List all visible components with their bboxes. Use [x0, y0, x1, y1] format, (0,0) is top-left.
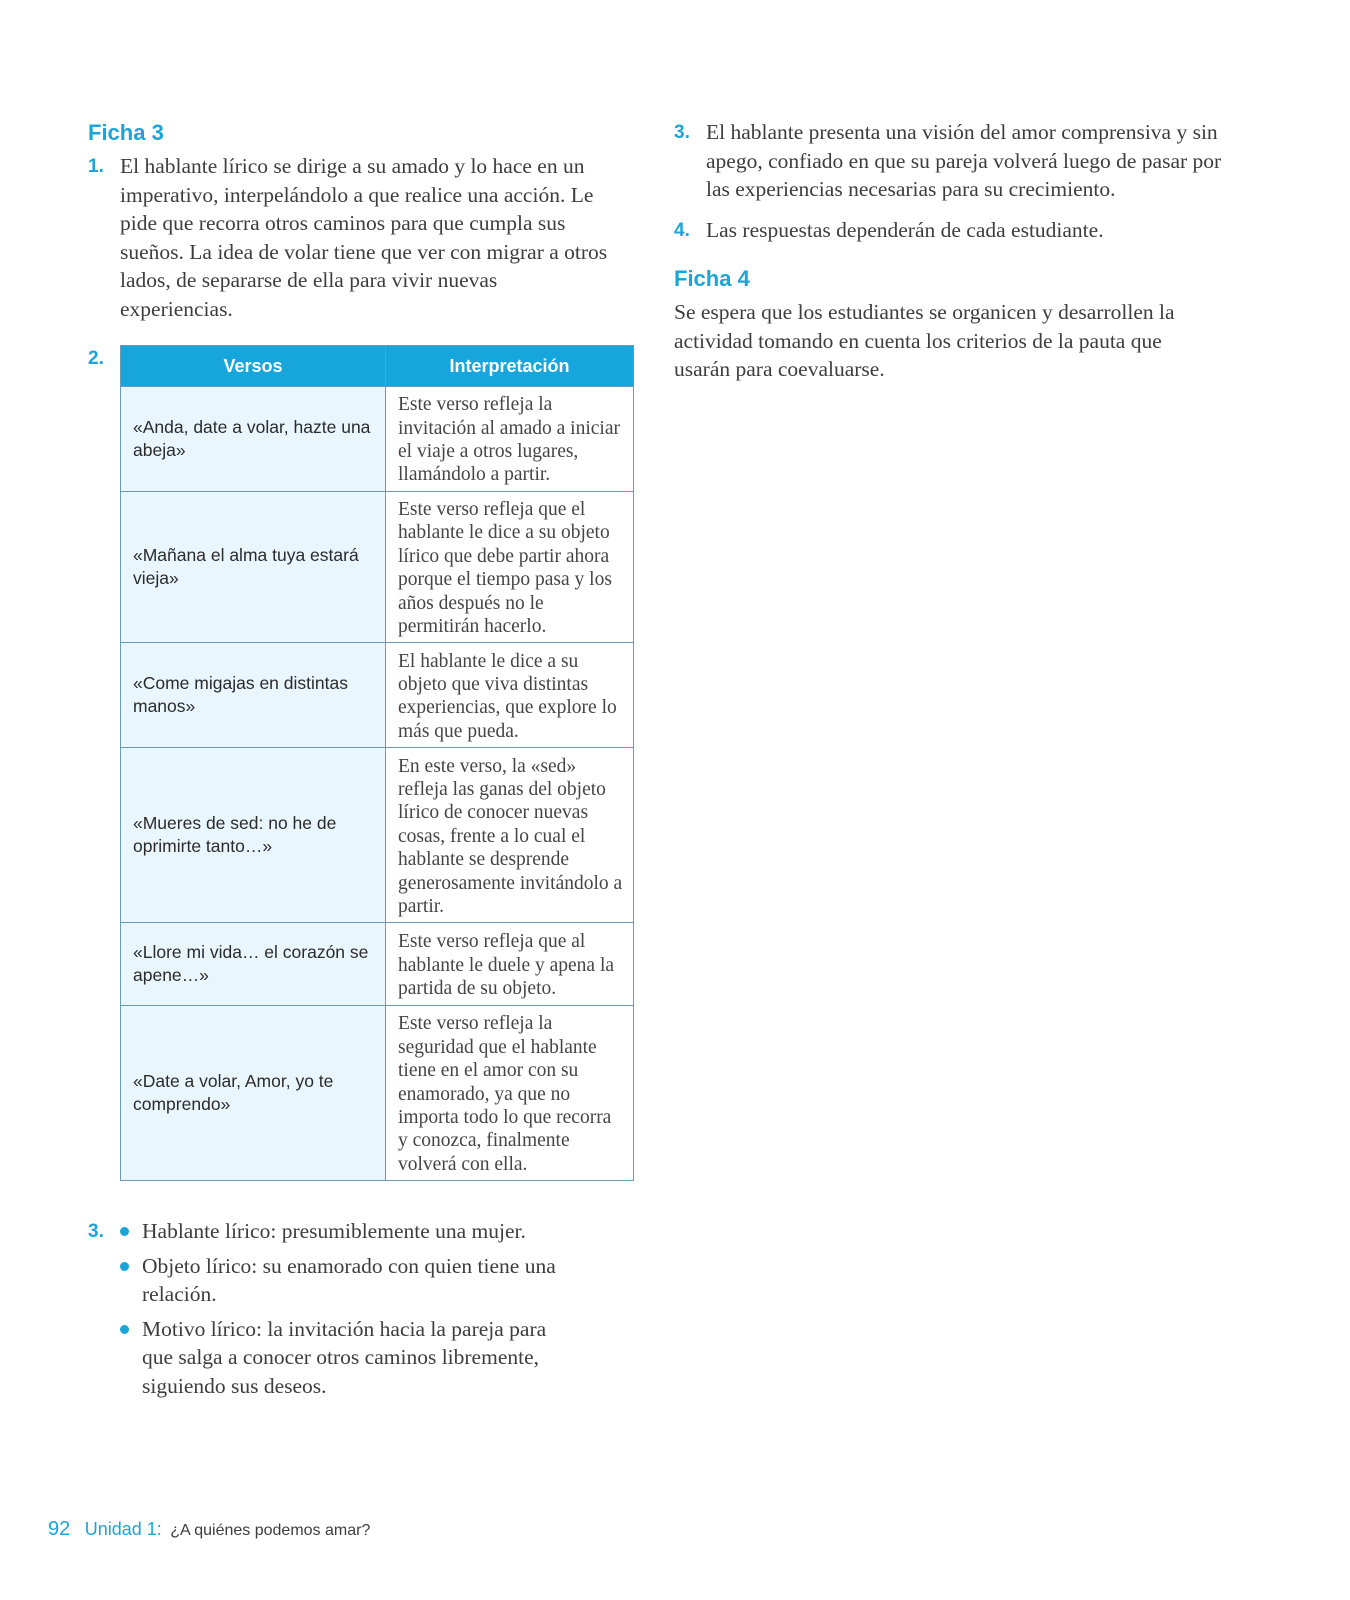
ficha3-answer-3: [88, 1217, 580, 1400]
ficha3-answer-2: [88, 345, 638, 1181]
verso-cell: «Llore mi vida… el corazón se apene…»: [121, 923, 386, 1006]
interpretacion-cell: Este verso refleja que el hablante le dice a su objeto lírico que debe partir ahora porque el tiempo pasa y los años después no le permitirán hacerlo.: [386, 492, 634, 643]
interpretacion-cell: En este verso, la «sed» refleja las ganas del objeto lírico de conocer nuevas cosas, frente a lo cual el hablante se desprende generosamente invitándolo a partir.: [386, 748, 634, 923]
page-number: 92: [48, 1518, 71, 1540]
bullet-list: [120, 1217, 580, 1400]
interpretacion-cell: Este verso refleja la seguridad que el hablante tiene en el amor con su enamorado, ya que no importa todo lo que recorra y conozca, finalmente volverá con ella.: [386, 1006, 634, 1181]
answer-number: 4.: [674, 219, 690, 241]
answer-number: 1.: [88, 156, 104, 177]
bullet-item: [120, 1315, 580, 1401]
bullet-item: [120, 1217, 580, 1246]
bullet-dot-icon: [120, 1262, 129, 1271]
page-footer: [48, 1518, 370, 1541]
table-row: [121, 923, 634, 1006]
table-row: [121, 643, 634, 748]
ficha4-text: Se espera que los estudiantes se organicen y desarrollen la actividad tomando en cuenta los criterios de la pauta que usarán para coevaluarse.: [674, 300, 1175, 381]
interpretacion-cell: Este verso refleja que al hablante le duele y apena la partida de su objeto.: [386, 923, 634, 1006]
versos-table: [120, 345, 634, 1181]
verso-cell: «Mueres de sed: no he de oprimirte tanto…»: [121, 748, 386, 923]
table-header-row: [121, 346, 634, 387]
answer-text: El hablante lírico se dirige a su amado y lo hace en un imperativo, interpelándolo a que realice una acción. Le pide que recorra otros caminos para que cumpla sus sueños. La idea de volar tiene que ver con migrar a otros lados, de separarse de ella para vivir nuevas experiencias.: [120, 154, 608, 321]
ficha3-answer-1: [88, 152, 638, 323]
bullet-text: Hablante lírico: presumiblemente una mujer.: [142, 1219, 526, 1244]
interpretacion-cell: Este verso refleja la invitación al amado a iniciar el viaje a otros lugares, llamándolo a partir.: [386, 387, 634, 492]
table-row: [121, 387, 634, 492]
unit-label: Unidad 1:: [84, 1519, 162, 1539]
bullet-text: Motivo lírico: la invitación hacia la pareja para que salga a conocer otros caminos libremente, siguiendo sus deseos.: [142, 1316, 547, 1398]
table-row: [121, 492, 634, 643]
bullet-text: Objeto lírico: su enamorado con quien tiene una relación.: [142, 1253, 556, 1307]
ficha-3-title: Ficha 3: [88, 120, 164, 145]
ficha-4-title: Ficha 4: [674, 266, 750, 291]
verso-cell: «Mañana el alma tuya estará vieja»: [121, 492, 386, 643]
table-row: [121, 748, 634, 923]
answer-number: 3.: [674, 122, 690, 143]
column-header-interpretacion: Interpretación: [386, 346, 634, 387]
verso-cell: «Date a volar, Amor, yo te comprendo»: [121, 1006, 386, 1181]
bullet-dot-icon: [120, 1325, 129, 1334]
answer-number: 3.: [88, 1221, 104, 1243]
answer-text: Las respuestas dependerán de cada estudiante.: [706, 217, 1104, 242]
ficha3-answer-3-right: [674, 118, 1234, 204]
verso-cell: «Come migajas en distintas manos»: [121, 643, 386, 748]
interpretacion-cell: El hablante le dice a su objeto que viva distintas experiencias, que explore lo más que pueda.: [386, 643, 634, 748]
table-row: [121, 1006, 634, 1181]
answer-text: El hablante presenta una visión del amor comprensiva y sin apego, confiado en que su pareja volverá luego de pasar por las experiencias necesarias para su crecimiento.: [706, 120, 1222, 201]
bullet-dot-icon: [120, 1227, 129, 1236]
answer-number: 2.: [88, 348, 104, 369]
verso-cell: «Anda, date a volar, hazte una abeja»: [121, 387, 386, 492]
left-column: [88, 118, 638, 1406]
unit-title: ¿A quiénes podemos amar?: [170, 1522, 371, 1539]
bullet-item: [120, 1252, 580, 1309]
right-column: [674, 118, 1234, 384]
column-header-versos: Versos: [121, 346, 386, 387]
ficha3-answer-4: [674, 216, 1234, 245]
